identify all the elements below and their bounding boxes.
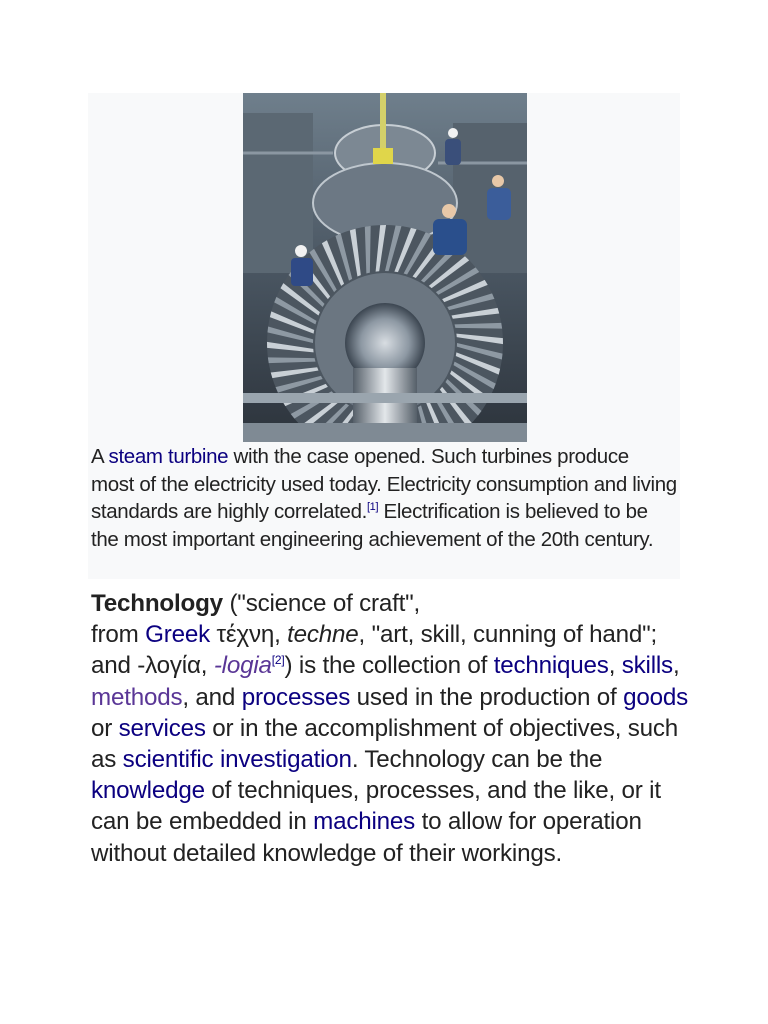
- text-span: to allow for operation without detailed knowledge of their workings.: [91, 808, 642, 867]
- methods-link[interactable]: methods: [91, 683, 183, 711]
- steam-turbine-image[interactable]: [243, 93, 527, 442]
- greek-link[interactable]: Greek: [145, 621, 210, 649]
- goods-link[interactable]: goods: [623, 683, 688, 711]
- scientific-investigation-link[interactable]: scientific investigation: [122, 746, 352, 774]
- citation-2-link[interactable]: [2]: [271, 653, 285, 668]
- caption-text-2: Electrification is believed to be the most important engineering achievement of the 20th century.: [91, 500, 654, 551]
- techne-term: techne: [287, 621, 359, 649]
- text-span: or: [91, 714, 119, 742]
- services-link[interactable]: services: [118, 714, 206, 742]
- knowledge-link[interactable]: knowledge: [91, 777, 205, 805]
- text-span: from: [91, 621, 146, 649]
- text-span: ,: [608, 652, 622, 680]
- text-span: . Technology can be the: [351, 746, 603, 774]
- machines-link[interactable]: machines: [313, 808, 416, 836]
- caption-lead: A: [91, 445, 109, 468]
- logia-link[interactable]: -logia: [213, 652, 272, 680]
- article-paragraph: [91, 588, 691, 869]
- text-span: τέχνη,: [209, 621, 288, 649]
- skills-link[interactable]: skills: [621, 652, 673, 680]
- citation-1-link[interactable]: [1]: [366, 501, 379, 513]
- caption-text-1: with the case opened. Such turbines produce most of the electricity used today. Electricity consumption and living standards are highly correlated.: [91, 445, 677, 523]
- text-span: ,: [672, 652, 680, 680]
- text-span: or in the accomplishment of objectives, such as: [91, 714, 679, 774]
- thumbnail-figure: [88, 93, 680, 579]
- text-span: , and: [182, 683, 242, 711]
- steam-turbine-link[interactable]: steam turbine: [108, 445, 229, 468]
- turbine-illustration: [243, 93, 527, 442]
- text-span: of techniques, processes, and the like, or it can be embedded in: [91, 777, 661, 836]
- figure-caption: [91, 443, 677, 553]
- text-span: ("science of craft",: [222, 590, 421, 617]
- text-span: used in the production of: [350, 683, 624, 711]
- text-span: , "art, skill, cunning of hand"; and -λογία,: [91, 621, 658, 680]
- processes-link[interactable]: processes: [241, 683, 351, 711]
- article-title-term: Technology: [91, 590, 223, 617]
- text-span: ) is the collection of: [284, 652, 494, 680]
- techniques-link[interactable]: techniques: [493, 652, 609, 680]
